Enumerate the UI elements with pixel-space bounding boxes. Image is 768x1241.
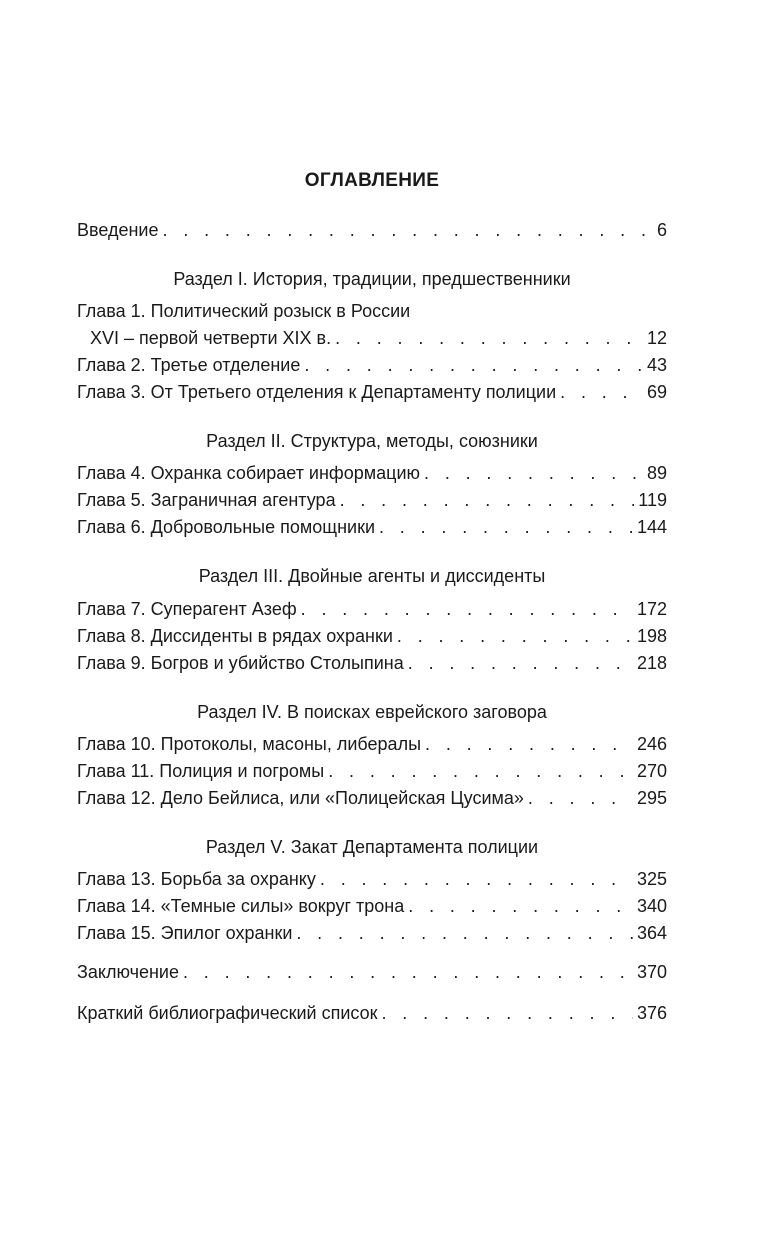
toc-entry-label: Заключение — [77, 962, 179, 982]
toc-entry-conclusion — [77, 962, 667, 988]
dot-leader — [425, 734, 633, 755]
toc-entry-chapter-6 — [77, 517, 667, 543]
toc-entry-chapter-5 — [77, 490, 667, 516]
section-heading-2: Раздел II. Структура, методы, союзники — [206, 431, 538, 451]
toc-entry-label: XVI – первой четверти XIX в. — [90, 328, 332, 348]
dot-leader — [340, 490, 635, 511]
dot-leader — [424, 463, 643, 484]
toc-page-number: 218 — [636, 653, 667, 673]
dot-leader — [560, 382, 643, 403]
dot-leader — [320, 869, 633, 890]
dot-leader — [183, 962, 633, 983]
dot-leader — [335, 328, 643, 349]
toc-entry-label: Глава 12. Дело Бейлиса, или «Полицейская Цусима» — [77, 788, 524, 808]
toc-entry-label: Глава 6. Добровольные помощники — [77, 517, 375, 537]
toc-page-number: 370 — [636, 962, 667, 982]
toc-entry-chapter-2 — [77, 355, 667, 381]
toc-entry-label: Глава 3. От Третьего отделения к Департаменту полиции — [77, 382, 557, 402]
toc-entry-chapter-7 — [77, 599, 667, 625]
dot-leader — [408, 896, 633, 917]
toc-page-number: 119 — [638, 490, 667, 510]
toc-entry-chapter-13 — [77, 869, 667, 895]
toc-page-number: 198 — [636, 626, 667, 646]
toc-entry-label: Глава 10. Протоколы, масоны, либералы — [77, 734, 422, 754]
section-heading-1: Раздел I. История, традиции, предшественники — [173, 269, 571, 289]
toc-entry-label: Введение — [77, 220, 159, 240]
toc-page-number: 144 — [636, 517, 667, 537]
toc-page-number: 43 — [646, 355, 667, 375]
section-heading-4: Раздел IV. В поисках еврейского заговора — [197, 702, 547, 722]
dot-leader — [296, 923, 633, 944]
toc-entry-chapter-9 — [77, 653, 667, 679]
toc-entry-chapter-8 — [77, 626, 667, 652]
toc-entry-chapter-12 — [77, 788, 667, 814]
toc-entry-label: Глава 15. Эпилог охранки — [77, 923, 293, 943]
toc-entry-chapter-14 — [77, 896, 667, 922]
toc-entry-label: Краткий библиографический список — [77, 1003, 378, 1023]
toc-entry-label: Глава 4. Охранка собирает информацию — [77, 463, 421, 483]
dot-leader — [328, 761, 633, 782]
dot-leader — [528, 788, 633, 809]
toc-page-number: 246 — [636, 734, 667, 754]
section-heading-5: Раздел V. Закат Департамента полиции — [205, 837, 539, 857]
toc-page-number: 6 — [656, 220, 667, 240]
toc-entry-bibliography — [77, 1003, 667, 1029]
toc-entry-chapter-10 — [77, 734, 667, 760]
toc-page-number: 295 — [636, 788, 667, 808]
toc-entry-chapter-15 — [77, 923, 667, 949]
toc-entry-label: Глава 9. Богров и убийство Столыпина — [77, 653, 404, 673]
toc-entry-chapter-3 — [77, 382, 667, 408]
dot-leader — [382, 1003, 633, 1024]
toc-entry-chapter-4 — [77, 463, 667, 489]
toc-entry-label: Глава 11. Полиция и погромы — [77, 761, 325, 781]
dot-leader — [408, 653, 633, 674]
toc-entry-label: Глава 8. Диссиденты в рядах охранки — [77, 626, 393, 646]
toc-page-number: 270 — [636, 761, 667, 781]
dot-leader — [301, 599, 633, 620]
toc-page-number: 12 — [646, 328, 667, 348]
section-heading-3: Раздел III. Двойные агенты и диссиденты — [198, 566, 546, 586]
toc-entry-label: Глава 2. Третье отделение — [77, 355, 301, 375]
toc-entry-label: Глава 14. «Темные силы» вокруг трона — [77, 896, 405, 916]
toc-page-number: 172 — [636, 599, 667, 619]
toc-entry-label: Глава 7. Суперагент Азеф — [77, 599, 297, 619]
toc-entry-intro — [77, 220, 667, 246]
dot-leader — [163, 220, 653, 241]
dot-leader — [304, 355, 643, 376]
toc-entry-chapter-11 — [77, 761, 667, 787]
toc-page-number: 376 — [636, 1003, 667, 1023]
toc-entry-chapter-1 — [90, 328, 667, 354]
toc-entry-label-line1: Глава 1. Политический розыск в России — [77, 301, 411, 321]
toc-entry-label: Глава 5. Заграничная агентура — [77, 490, 336, 510]
dot-leader — [379, 517, 633, 538]
toc-page-number: 89 — [646, 463, 667, 483]
toc-page-number: 325 — [636, 869, 667, 889]
toc-entry-label: Глава 13. Борьба за охранку — [77, 869, 316, 889]
dot-leader — [397, 626, 633, 647]
page-title: ОГЛАВЛЕНИЕ — [304, 170, 440, 191]
toc-page-number: 364 — [636, 923, 667, 943]
toc-page-number: 69 — [646, 382, 667, 402]
toc-page-number: 340 — [636, 896, 667, 916]
